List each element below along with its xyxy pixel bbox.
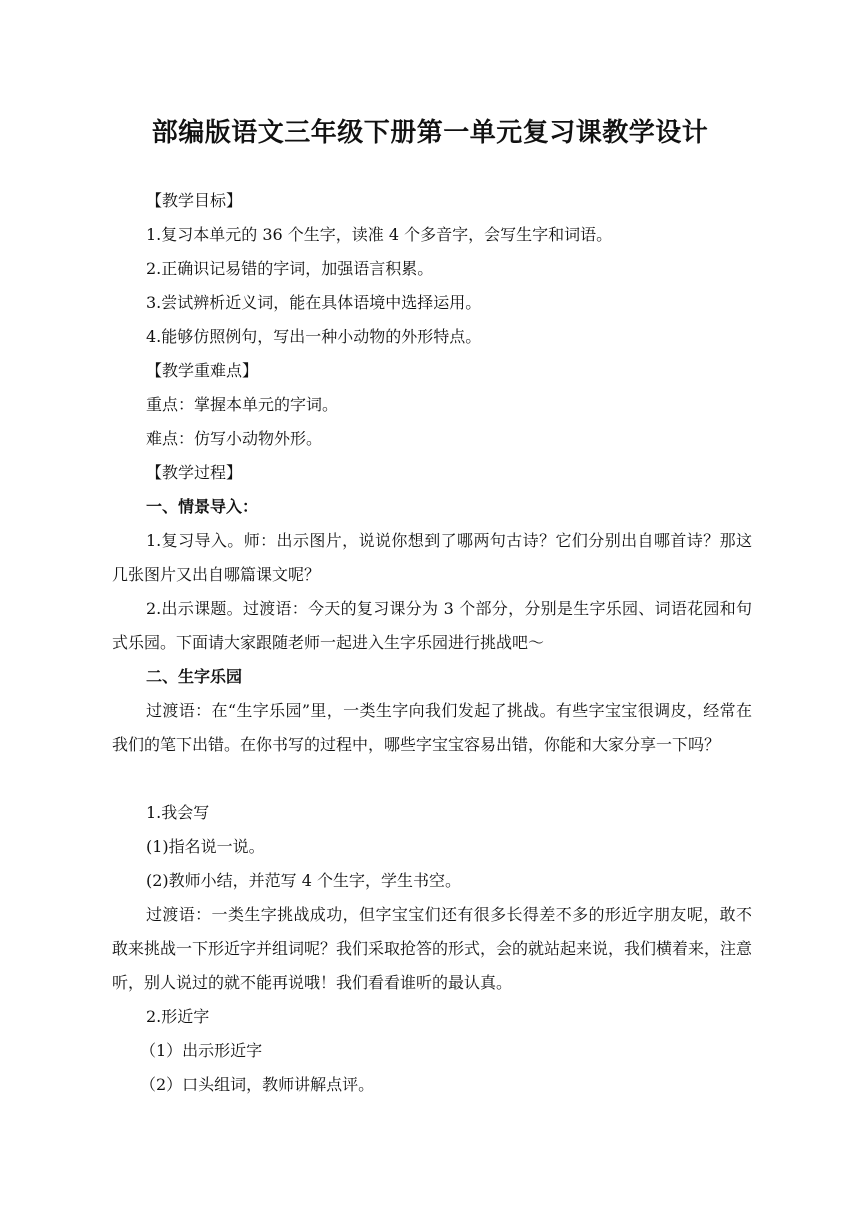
objective-item-1: 1.复习本单元的 36 个生字，读准 4 个多音字，会写生字和词语。	[146, 225, 613, 244]
difficult-point: 难点：仿写小动物外形。	[146, 429, 323, 448]
section2-heading: 二、生字乐园	[146, 667, 243, 686]
item2-sub2: （2）口头组词，教师讲解点评。	[140, 1075, 375, 1094]
objective-item-3: 3.尝试辨析近义词，能在具体语境中选择运用。	[146, 293, 482, 312]
item2-sub1: （1）出示形近字	[140, 1041, 263, 1060]
section1-paragraph-1: 1.复习导入。师：出示图片，说说你想到了哪两句古诗？它们分别出自哪首诗？那这几张图片又出自哪篇课文呢？	[112, 531, 752, 584]
item1-sub1: (1)指名说一说。	[146, 837, 265, 856]
document-title: 部编版语文三年级下册第一单元复习课教学设计	[151, 118, 709, 148]
objective-item-4: 4.能够仿照例句，写出一种小动物的外形特点。	[146, 327, 482, 346]
process-heading: 【教学过程】	[146, 463, 243, 482]
key-point: 重点：掌握本单元的字词。	[146, 395, 339, 414]
section2-transition-2: 过渡语：一类生字挑战成功，但字宝宝们还有很多长得差不多的形近字朋友呢，敢不敢来挑战一下形近字并组词呢？我们采取抢答的形式，会的就站起来说，我们横着来，注意听，别人说过的就不能再说哦！我们看看谁听的最认真。	[112, 905, 753, 992]
key-points-heading: 【教学重难点】	[146, 361, 259, 380]
item1-label: 1.我会写	[146, 803, 210, 822]
item2-label: 2.形近字	[146, 1007, 210, 1026]
item1-sub2: (2)教师小结，并范写 4 个生字，学生书空。	[146, 871, 462, 890]
section2-transition-1: 过渡语：在“生字乐园”里，一类生字向我们发起了挑战。有些字宝宝很调皮，经常在我们的笔下出错。在你书写的过程中，哪些字宝宝容易出错，你能和大家分享一下吗？	[112, 701, 752, 754]
section1-paragraph-2: 2.出示课题。过渡语：今天的复习课分为 3 个部分，分别是生字乐园、词语花园和句式乐园。下面请大家跟随老师一起进入生字乐园进行挑战吧～	[112, 599, 752, 652]
objectives-heading: 【教学目标】	[146, 191, 243, 210]
section1-heading: 一、情景导入：	[146, 497, 259, 516]
objective-item-2: 2.正确识记易错的字词，加强语言积累。	[146, 259, 434, 278]
